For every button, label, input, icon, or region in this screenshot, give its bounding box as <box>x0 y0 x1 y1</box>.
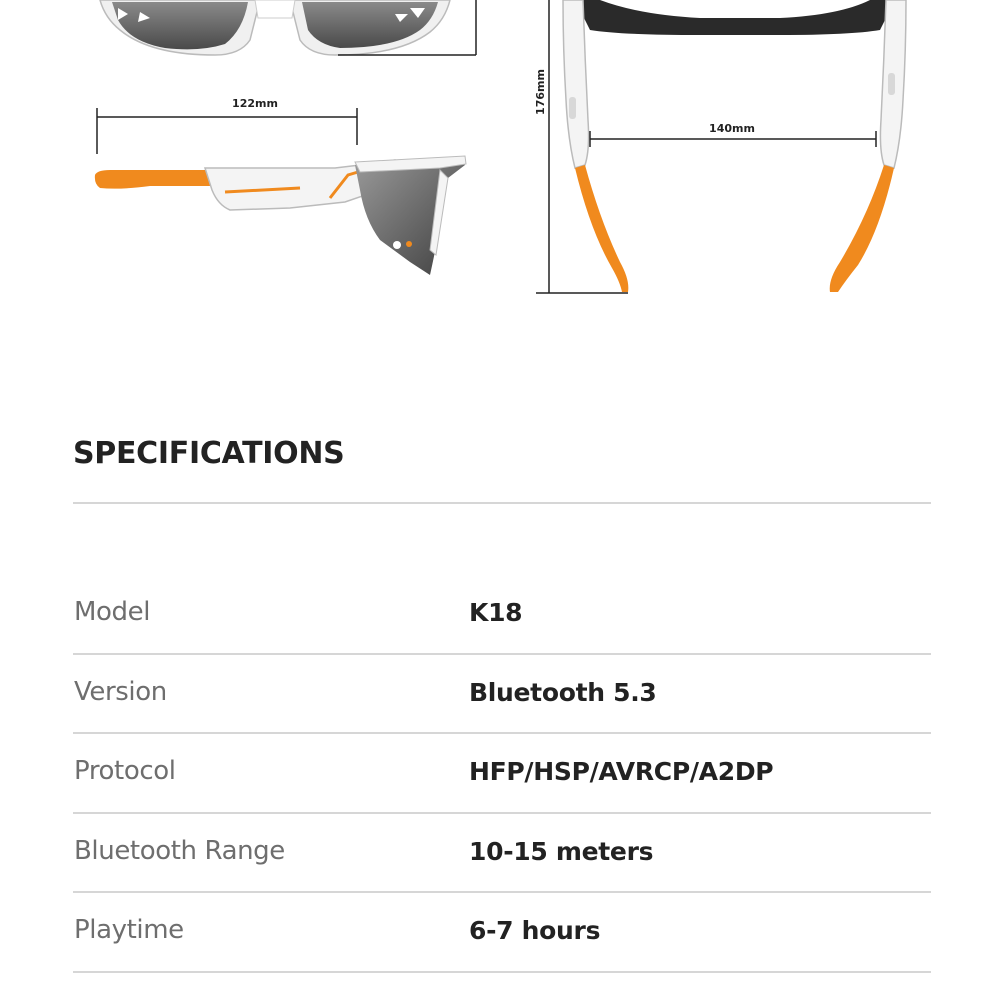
width-dimension-label: 140mm <box>709 122 755 135</box>
spec-label: Playtime <box>74 915 184 945</box>
height-dimension-label: 176mm <box>534 69 547 115</box>
spec-label: Bluetooth Range <box>74 835 285 866</box>
specifications-heading: SPECIFICATIONS <box>73 436 345 471</box>
spec-value: K18 <box>469 598 523 627</box>
spec-row-protocol <box>73 734 931 814</box>
heading-divider <box>73 502 931 504</box>
spec-label: Model <box>74 597 151 627</box>
specifications-table <box>73 575 931 973</box>
spec-label: Version <box>74 676 167 707</box>
product-dimension-diagram <box>0 0 1000 330</box>
length-dimension-label: 122mm <box>232 97 278 110</box>
glasses-front-view <box>100 0 450 55</box>
length-dimension-line <box>97 108 357 154</box>
spec-row-playtime <box>73 893 931 973</box>
spec-value: HFP/HSP/AVRCP/A2DP <box>469 757 774 786</box>
spec-value: Bluetooth 5.3 <box>469 677 657 707</box>
glasses-top-view <box>563 0 906 292</box>
spec-row-version <box>73 655 931 735</box>
spec-value: 6-7 hours <box>469 916 601 945</box>
spec-label: Protocol <box>74 756 176 786</box>
spec-row-bluetooth-range <box>73 814 931 894</box>
spec-row-model <box>73 575 931 655</box>
glasses-side-view <box>95 156 466 275</box>
spec-value: 10-15 meters <box>469 836 654 866</box>
